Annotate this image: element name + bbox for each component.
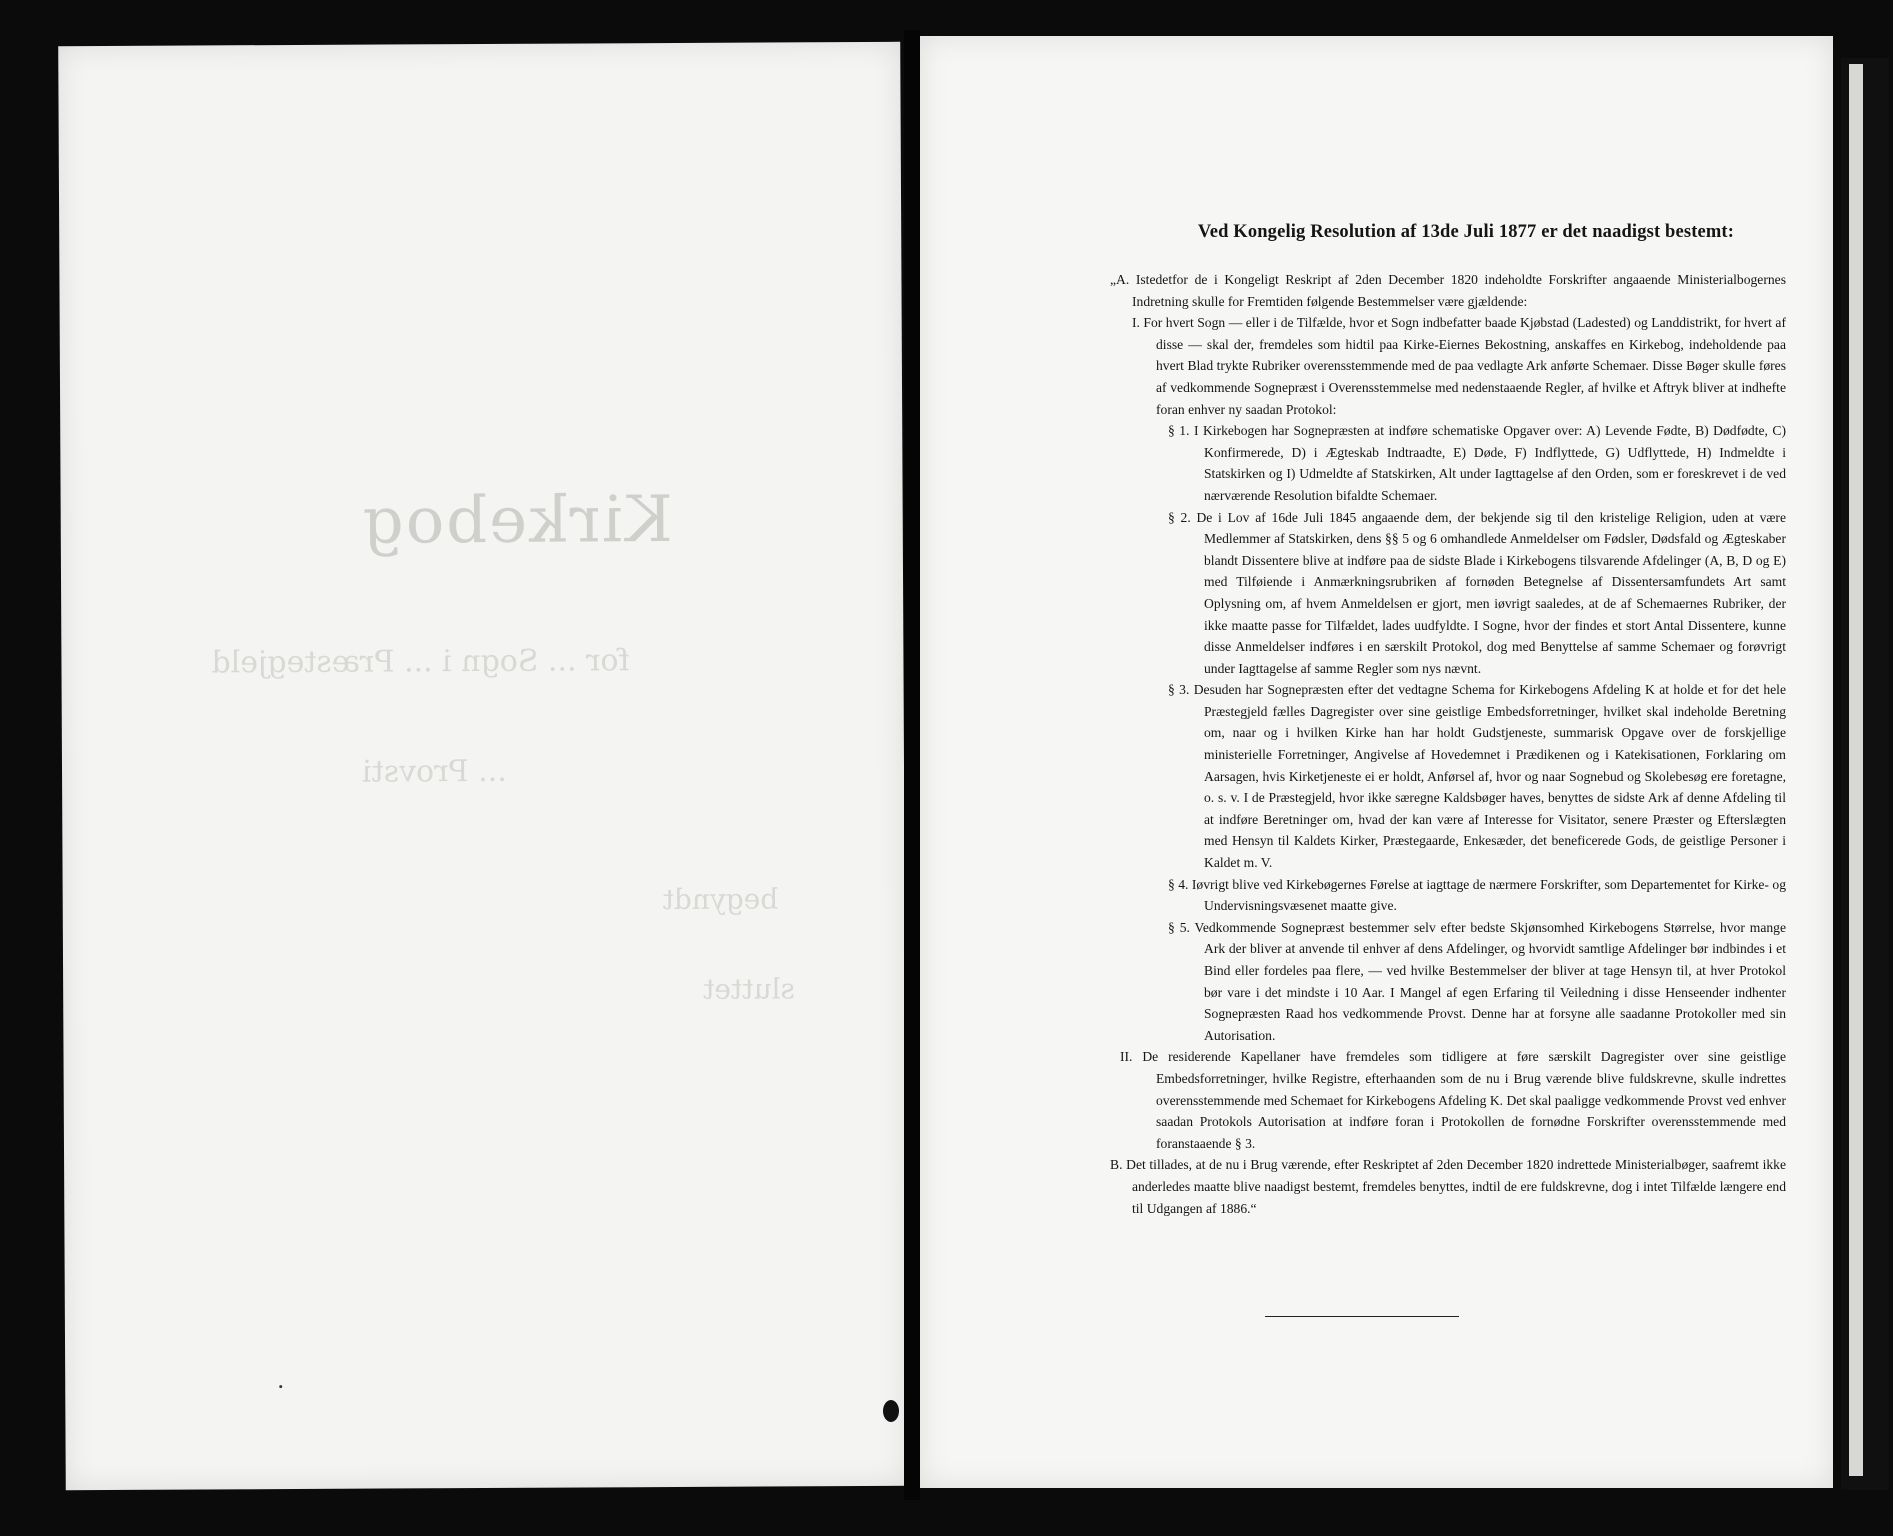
bleed-through-line: ... Provsti	[361, 753, 507, 790]
paragraph-2: § 2. De i Lov af 16de Juli 1845 angaaende dem, der bekjende sig til den kristelige Religion, uden at være Medlemmer af Statskirken, dens §§ 5 og 6 omhandlede Anmeldelser om Fødsler, Dødsfald og Ægteskaber blandt Dissentere blive at indføre paa de sidste Blade i Kirkebogens tilsvarende Afdelinger (A, B, D og E) med Tilføiende i Anmærkningsrubriken af fornøden Betegnelse af Dissentersamfundets Art samt Oplysning om, af hvem Anmeldelsen er gjort, men iøvrigt saaledes, at de af Schemaernes Rubriker, der ikke maatte passe for Tilfældet, lades uudfyldte. I Sogne, hvor der findes et stort Antal Dissentere, kunne disse Anmeldelser indføres i en særskilt Protokol, dog med Benyttelse af samme Schemaer og forøvrigt under Iagttagelse af samme Regler som nys nævnt.	[1168, 509, 1786, 676]
section-b: B. Det tillades, at de nu i Brug værende, efter Reskriptet af 2den December 1820 indrettede Ministerialbøger, saafremt ikke anderledes maatte blive naadigst bestemt, fremdeles benyttes, indtil de ere fuldskrevne, dog i intet Tilfælde længere end til Udgangen af 1886.“	[1110, 1157, 1786, 1216]
resolution-text	[1110, 222, 1786, 1219]
closing-rule	[1265, 1316, 1459, 1317]
binding-hole	[883, 1400, 899, 1422]
book-gutter	[904, 30, 920, 1500]
paragraph-3: § 3. Desuden har Sognepræsten efter det vedtagne Schema for Kirkebogens Afdeling K at holde et for det hele Præstegjeld fælles Dagregister over sine geistlige Embedsforretninger, hvilket skal indeholde Beretning om, naar og i hvilken Kirke han har holdt Gudstjeneste, summarisk Opgave over de forskjellige ministerielle Forretninger, Angivelse af Hovedemnet i Prædikenen og i Katekisationen, Forklaring om Aarsagen, hvis Kirketjeneste ei er holdt, Anførsel af, hvor og naar Sognebud og Skolebesøg ere foretagne, o. s. v. I de Præstegjeld, hvor ikke særegne Kaldsbøger haves, benyttes de sidste Ark af denne Afdeling til at indføre Beretninger om, hvad der kan være af Interesse for Visitator, senere Præster og Efterslægten med Hensyn til Kaldets Kirker, Præstegaarde, Enkesæder, det beneficerede Gods, de geistlige Personer i Kaldet m. V.	[1168, 682, 1786, 871]
page-title: Ved Kongelig Resolution af 13de Juli 1877 er det naadigst bestemt:	[1197, 222, 1735, 242]
section-i: I. For hvert Sogn — eller i de Tilfælde, hvor et Sogn indbefatter baade Kjøbstad (Ladested) og Landdistrikt, for hvert af disse — skal der, fremdeles som hidtil paa Kirke-Eiernes Bekostning, anskaffes en Kirkebog, indeholdende paa hvert Blad trykte Rubriker overensstemmende med de paa vedlagte Ark anførte Schemaer. Disse Bøger skulle føres af vedkommende Sognepræst i Overensstemmelse med nedenstaaende Regler, af hvilke et Aftryk bliver at indhefte foran enhver ny saadan Protokol:	[1132, 315, 1786, 417]
paragraph-4: § 4. Iøvrigt blive ved Kirkebøgernes Førelse at iagttage de nærmere Forskrifter, som Departementet for Kirke- og Undervisningsvæsenet maatte give.	[1168, 876, 1786, 914]
section-ii: II. De residerende Kapellaner have fremdeles som tidligere at føre særskilt Dagregister over sine geistlige Embedsforretninger, hvilke Registre, efterhaanden som de nu i Brug værende blive fuldskrevne, skulle indrettes overensstemmende med Schemaet for Kirkebogens Afdeling K. Det skal paaligge vedkommende Provst ved enhver saadan Protokols Autorisation at indføre foran i Protokollen de fornødne Forskrifter overensstemmende med foranstaaende § 3.	[1120, 1049, 1786, 1151]
paragraph-1: § 1. I Kirkebogen har Sognepræsten at indføre schematiske Opgaver over: A) Levende Fødte, B) Dødfødte, C) Konfirmerede, D) i Ægteskab Indtraadte, E) Døde, F) Indflyttede, G) Udflyttede, H) Indmeldte i Statskirken og I) Udmeldte af Statskirken, Alt under Iagttagelse af den Orden, som er foreskrevet i de ved nærværende Resolution bifaldte Schemaer.	[1168, 423, 1786, 503]
paragraph-5: § 5. Vedkommende Sognepræst bestemmer selv efter bedste Skjønsomhed Kirkebogens Størrelse, hvor mange Ark der bliver at anvende til enhver af dens Afdelinger, og hvorvidt samtlige Afdelinger bør indbindes i et Bind eller fordeles paa flere, — ved hvilke Bestemmelser der bliver at tage Hensyn til, at hver Protokol bør vare i det mindste i 10 Aar. I Mangel af egen Erfaring til Veiledning i disse Henseender indhenter Sognepræsten Raad hos vedkommende Provst. Denne har at forsyne alle saadanne Protokoller med sin Autorisation.	[1168, 919, 1786, 1043]
page-edge-leaf	[1849, 64, 1863, 1476]
speck	[279, 1385, 282, 1388]
bleed-through-line: begyndt	[662, 882, 779, 917]
bleed-through-line: for ... Sogn i ... Præstegjeld	[211, 643, 630, 681]
section-a-intro: „A. Istedetfor de i Kongeligt Reskript af 2den December 1820 indeholdte Forskrifter angaaende Ministerialbogernes Indretning skulle for Fremtiden følgende Bestemmelser være gjældende:	[1110, 272, 1786, 309]
bleed-through-title: Kirkebog	[360, 483, 673, 559]
left-page-blank	[58, 42, 908, 1490]
right-page	[920, 36, 1833, 1488]
bleed-through-line: sluttet	[703, 972, 795, 1006]
